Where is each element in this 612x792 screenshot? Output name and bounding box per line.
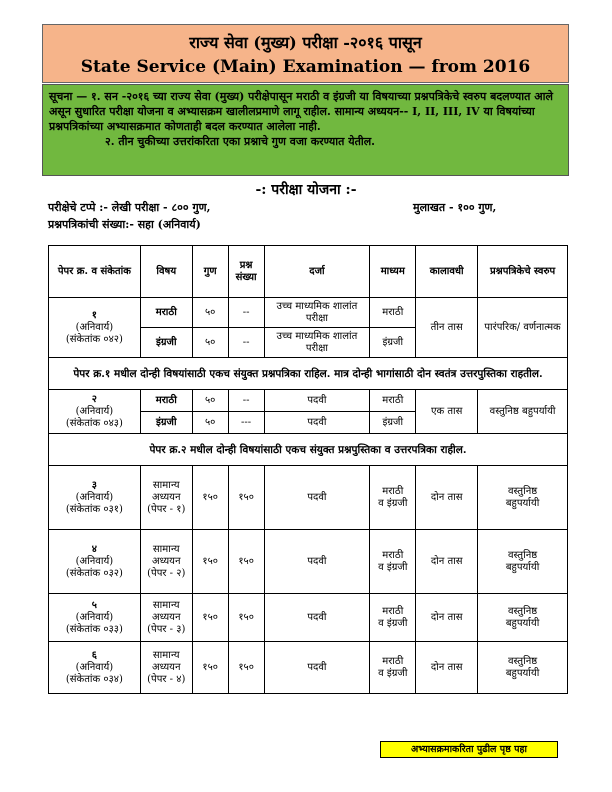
- table-row: ६ (अनिवार्य) (संकेतांक ०३४) सामान्य अध्ययन (पेपर - ४) १५० १५० पदवी मराठी व इंग्रजी दोन तास वस्तुनिष्ठ बहुपर्यायी: [49, 642, 568, 694]
- paper-cell: ३ (अनिवार्य) (संकेतांक ०३१): [49, 466, 141, 530]
- paper-cell: ६ (अनिवार्य) (संकेतांक ०३४): [49, 642, 141, 694]
- table-row: २ (अनिवार्य) (संकेतांक ०४३) मराठी ५० -- पदवी मराठी एक तास वस्तुनिष्ठ बहुपर्यायी: [49, 390, 568, 412]
- paper-cell: ४ (अनिवार्य) (संकेतांक ०३२): [49, 530, 141, 594]
- table-row: ४ (अनिवार्य) (संकेतांक ०३२) सामान्य अध्ययन (पेपर - २) १५० १५० पदवी मराठी व इंग्रजी दोन तास वस्तुनिष्ठ बहुपर्यायी: [49, 530, 568, 594]
- header-duration: कालावधी: [416, 246, 478, 298]
- table-row: ५ (अनिवार्य) (संकेतांक ०३३) सामान्य अध्ययन (पेपर - ३) १५० १५० पदवी मराठी व इंग्रजी दोन तास वस्तुनिष्ठ बहुपर्यायी: [49, 594, 568, 642]
- header-questions: प्रश्न संख्या: [228, 246, 264, 298]
- exam-scheme-table: [48, 245, 568, 694]
- interview-marks: मुलाखत - १०० गुण,: [413, 201, 497, 214]
- header-marks: गुण: [192, 246, 228, 298]
- table-note-row: [49, 358, 568, 390]
- table-row: इंग्रजी ५० -- उच्च माध्यमिक शालांत परीक्षा इंग्रजी: [49, 328, 568, 358]
- note-paper-2: पेपर क्र.२ मधील दोन्ही विषयांसाठी एकच संयुक्त प्रश्नपुस्तिका व उत्तरपत्रिका राहील.: [49, 434, 568, 466]
- notice-box: [42, 84, 569, 176]
- table-note-row: [49, 434, 568, 466]
- table-row: १ (अनिवार्य) (संकेतांक ०४२) मराठी ५० -- उच्च माध्यमिक शालांत परीक्षा मराठी तीन तास पारंपरिक/ वर्णनात्मक: [49, 298, 568, 328]
- title-marathi: राज्य सेवा (मुख्य) परीक्षा -२०१६ पासून: [189, 33, 422, 52]
- header-subject: विषय: [140, 246, 192, 298]
- exam-stages: परीक्षेचे टप्पे :- लेखी परीक्षा - ८०० गुण,: [48, 201, 211, 214]
- title-english: State Service (Main) Examination — from 2016: [80, 57, 531, 77]
- paper-cell: ५ (अनिवार्य) (संकेतांक ०३३): [49, 594, 141, 642]
- header-standard: दर्जा: [264, 246, 370, 298]
- paper-cell: २ (अनिवार्य) (संकेतांक ०४३): [49, 390, 141, 434]
- header-nature: प्रश्नपत्रिकेचे स्वरुप: [478, 246, 568, 298]
- notice-line-1: सूचना — १. सन -२०१६ च्या राज्य सेवा (मुख्य) परीक्षेपासून मराठी व इंग्रजी या विषयाच्या प्रश्नपत्रिकेचे स्वरुप बदलण्यात आले असून सुधारित परीक्षा योजना व अभ्यासक्रम खालीलप्रमाणे लागू राहील. सामान्य अध्ययन-- I, II, III, IV या विषयांच्या प्रश्नपत्रिकांच्या अभ्यासक्रमात कोणताही बदल करण्यात आलेला नाही.: [49, 90, 553, 133]
- paper-count: प्रश्नपत्रिकांची संख्या:- सहा (अनिवार्य): [48, 218, 201, 231]
- table-row: इंग्रजी ५० --- पदवी इंग्रजी: [49, 412, 568, 434]
- table-row: ३ (अनिवार्य) (संकेतांक ०३१) सामान्य अध्ययन (पेपर - १) १५० १५० पदवी मराठी व इंग्रजी दोन तास वस्तुनिष्ठ बहुपर्यायी: [49, 466, 568, 530]
- note-paper-1: पेपर क्र.१ मधील दोन्ही विषयांसाठी एकच संयुक्त प्रश्नपत्रिका राहिल. मात्र दोन्ही भागांसाठी दोन स्वतंत्र उत्तरपुस्तिका राहतील.: [49, 358, 568, 390]
- scheme-heading: -: परीक्षा योजना :-: [255, 182, 357, 198]
- next-page-note: अभ्यासक्रमाकरिता पुढील पृष्ठ पहा: [380, 741, 558, 758]
- notice-line-2: २. तीन चुकीच्या उत्तरांकरिता एका प्रश्नाचे गुण वजा करण्यात येतील.: [105, 135, 375, 148]
- title-box: [42, 24, 569, 83]
- header-medium: माध्यम: [370, 246, 416, 298]
- paper-cell: १ (अनिवार्य) (संकेतांक ०४२): [49, 298, 141, 358]
- header-paper: पेपर क्र. व संकेतांक: [49, 246, 141, 298]
- table-header-row: [49, 246, 568, 298]
